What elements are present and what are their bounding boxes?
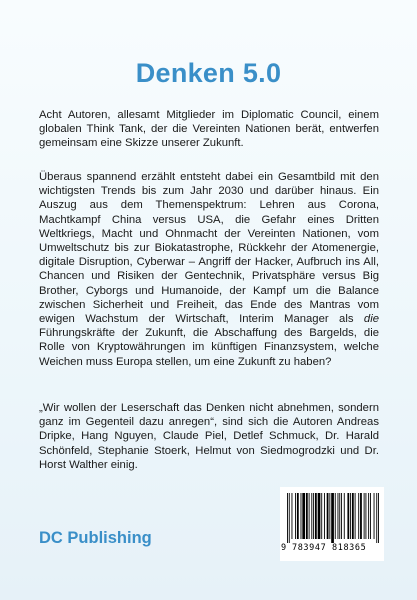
barcode-bar (313, 493, 314, 539)
barcode-bar (311, 493, 312, 539)
barcode-bars (287, 493, 379, 543)
barcode-bar (315, 493, 317, 539)
barcode-bar (318, 493, 321, 539)
barcode-bar (287, 493, 288, 543)
barcode-bar (335, 493, 336, 539)
barcode-bar (324, 493, 325, 539)
barcode-lead-digit: 9 (281, 543, 287, 553)
barcode-bar (289, 493, 290, 543)
barcode-bar (355, 493, 356, 539)
quote-paragraph: „Wir wollen der Leserschaft das Denken nicht abnehmen, sondern ganz im Gegenteil dazu anregen“, sind sich die Autoren Andreas Dripke, Hang Nguyen, Claude Piel, Detlef Schmuck, Dr. Harald Schönfeld, Stephanie Stoerk, Helmut von Siedmogrodzki und Dr. Horst Walther einig. (39, 402, 379, 471)
overview-text-start: Überaus spannend erzählt entsteht dabei ein Gesamtbild mit den wichtigsten Trends bis zum Jahr 2030 und darüber hinaus. Ein Auszug aus dem Themenspektrum: Lehren aus Corona, Machtkampf China versus USA, die Gefahr eines Dritten Weltkriegs, Macht und Ohnmacht der Vereinten Nationen, vom Umweltschutz bis zur Biokatastrophe, Rückkehr der Atomenergie, digitale Disruption, Cyberwar – Angriff der Hacker, Aufbruch ins All, Chancen und Risiken der Gentechnik, Privatsphäre versus Big Brother, Cyborgs und Humanoide, der Kampf um die Balance zwischen Sicherheit und Freiheit, das Ende des Mantras vom ewigen Wachstum der Wirtschaft, Interim Manager als (39, 171, 379, 326)
barcode-bar (292, 493, 293, 539)
overview-text-end: Führungskräfte der Zukunft, die Abschaffung des Bargelds, die Rolle von Kryptowährungen im künftigen Finanzsystem, welche Weichen muss Europa stellen, um eine Zukunft zu haben? (39, 327, 379, 368)
overview-paragraph (39, 170, 379, 369)
barcode-bar (306, 493, 308, 539)
barcode-bar (329, 493, 330, 539)
barcode-bar (301, 493, 302, 539)
barcode-bar (339, 493, 340, 539)
barcode-bar (309, 493, 310, 539)
barcode-bar (321, 493, 322, 539)
barcode-bar (352, 493, 354, 539)
isbn-barcode (280, 487, 384, 561)
barcode-bar (295, 493, 296, 539)
publisher-name: DC Publishing (39, 529, 152, 547)
barcode-bar (297, 493, 299, 539)
intro-paragraph: Acht Autoren, allesamt Mitglieder im Diplomatic Council, einem globalen Think Tank, der die Vereinten Nationen berät, entwerfen gemeinsam eine Skizze unserer Zukunft. (39, 109, 379, 150)
barcode-bar (331, 493, 334, 543)
barcode-bar (327, 493, 329, 539)
barcode-digits: 783947 818365 (292, 543, 367, 553)
barcode-bar (378, 493, 379, 543)
barcode-bar (374, 493, 375, 539)
barcode-bar (358, 493, 359, 539)
barcode-bar (302, 493, 305, 539)
barcode-bar (370, 493, 371, 539)
barcode-bar (364, 493, 365, 539)
overview-emphasis: die (363, 313, 379, 326)
barcode-bar (360, 493, 362, 539)
barcode-bar (350, 493, 351, 539)
barcode-bar (338, 493, 339, 539)
barcode-bar (344, 493, 345, 539)
barcode-bar (347, 493, 349, 539)
barcode-bar (376, 493, 377, 543)
barcode-bar (341, 493, 342, 539)
barcode-bar (368, 493, 369, 539)
book-title: Denken 5.0 (135, 58, 282, 88)
barcode-bar (365, 493, 366, 539)
